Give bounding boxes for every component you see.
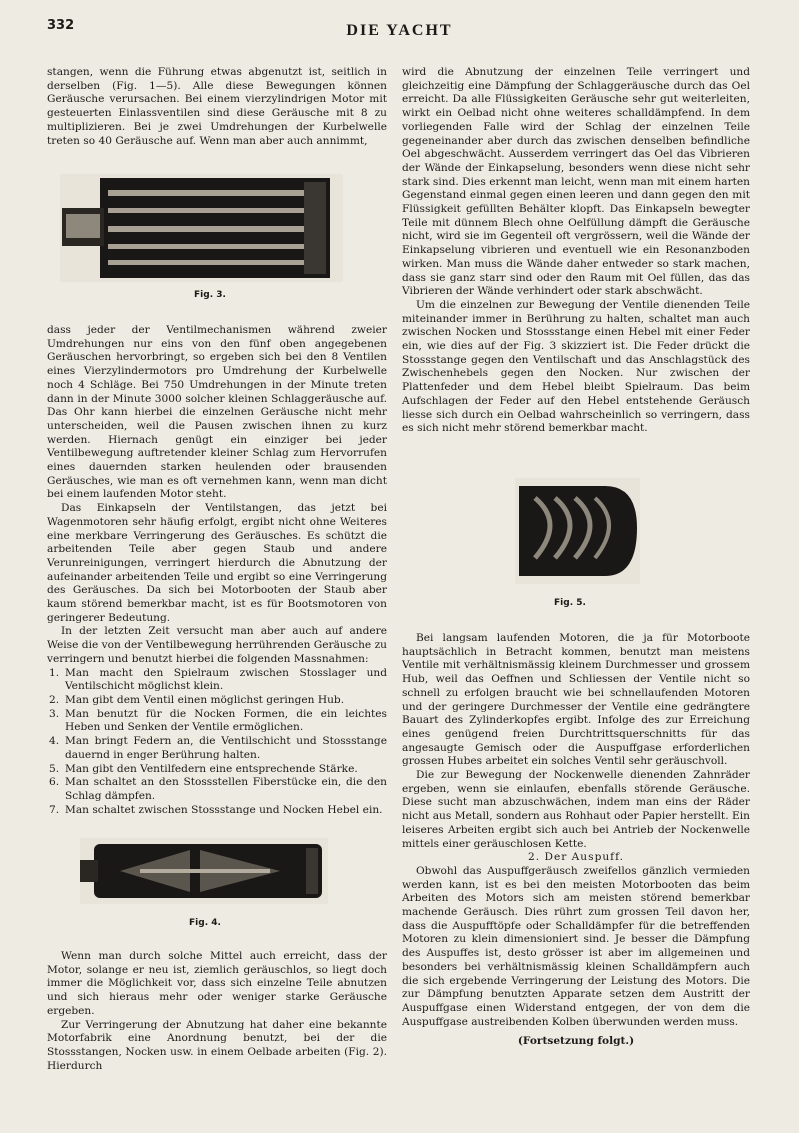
paragraph: Die zur Bewegung der Nockenwelle dienenden Zahnräder ergeben, wenn sie einlaufen, ebenfalls störende Geräusche. Diese sucht man abzuschwächen, indem man eins der Räder nicht aus Metall, sondern aus Rohhaut oder Papier herstellt. Ein leiseres Arbeiten ergibt sich auch bei Antrieb der Nockenwelle mittels einer geräuschlosen Kette. [402, 769, 750, 850]
fig3-photo [60, 174, 343, 282]
list-item: 4. Man bringt Federn an, die Ventilschicht und Stossstange dauernd in enger Berührung halten. [49, 735, 387, 761]
left-text-block-3 [47, 950, 387, 1073]
page-number: 332 [47, 18, 75, 33]
list-item: 3. Man benutzt für die Nocken Formen, die ein leichtes Heben und Senken der Ventile ermöglichen. [49, 707, 387, 734]
left-text-block-2 [47, 324, 387, 817]
fig4-photo [80, 838, 328, 904]
list-item: 6. Man schaltet an den Stossstellen Fiberstücke ein, die den Schlag dämpfen. [49, 776, 387, 802]
paragraph: In der letzten Zeit versucht man aber auch auf andere Weise die von der Ventilbewegung herrührenden Geräusche zu verringern und benutzt hierbei die folgenden Massnahmen: [47, 625, 387, 665]
figure-5 [515, 478, 640, 584]
left-text-block-1 [47, 66, 387, 148]
paragraph: stangen, wenn die Führung etwas abgenutzt ist, seitlich in derselben (Fig. 1—5). Alle diese Bewegungen können Geräusche verursachen. Bei einem vierzylindrigen Motor mit gesteuerten Einlassventilen sind diese Geräusche mit 8 zu multiplizieren. Bei je zwei Umdrehungen der Kurbelwelle treten so 40 Geräusche auf. Wenn man aber auch annimmt, [47, 66, 387, 147]
fig5-photo [515, 478, 640, 584]
fig4-caption: Fig. 4. [189, 918, 221, 928]
paragraph: dass jeder der Ventilmechanismen während zweier Umdrehungen nur eins von den fünf oben angegebenen Geräuschen hervorbringt, so ergeben sich bei den 8 Ventilen eines Vierzylindermotors pro Umdrehung der Kurbelwelle noch 4 Schläge. Bei 750 Umdrehungen in der Minute treten dann in der Minute 3000 solcher kleinen Schlaggeräusche auf. Das Ohr kann hierbei die einzelnen Geräusche nicht mehr unterscheiden, weil die Pausen zwischen ihnen zu kurz werden. Hiernach genügt ein einziger bei jeder Ventilbewegung auftretender kleiner Schlag zum Hervorrufen eines dauernden starken heulenden oder brausenden Geräusches, wie man es oft vernehmen kann, wenn man dicht bei einem laufenden Motor steht. [47, 324, 387, 501]
paragraph: Um die einzelnen zur Bewegung der Ventile dienenden Teile miteinander immer in Berührung zu halten, schaltet man auch zwischen Nocken und Stossstange einen Hebel mit einer Feder ein, wie dies auf der Fig. 3 skizziert ist. Die Feder drückt die Stossstange gegen den Ventilschaft und das Anschlagstück des Zwischenhebels gegen den Nocken. Nur zwischen der Plattenfeder und dem Hebel bleibt Spielraum. Das beim Aufschlagen der Feder auf den Hebel entstehende Geräusch liesse sich durch ein Oelbad wahrscheinlich so verringern, dass es sich nicht mehr störend bemerkbar macht. [402, 298, 750, 435]
measures-list [47, 667, 387, 818]
right-text-block-2 [402, 632, 750, 1049]
paragraph: Obwohl das Auspuffgeräusch zweifellos gänzlich vermieden werden kann, ist es bei den meisten Motorbooten das beim Arbeiten des Motors sich am meisten störend bemerkbar machende Geräusch. Dies rührt zum grossen Teil davon her, dass die Auspufftöpfe oder Schalldämpfer für die betreffenden Motoren zu klein dimensioniert sind. Je besser die Dämpfung des Auspuffes ist, desto grösser ist aber im allgemeinen und besonders bei verhältnismässig kleinen Schalldämpfern auch die sich ergebende Verringerung der Leistung des Motors. Die zur Dämpfung benutzten Apparate setzen dem Austritt der Auspuffgase einen Widerstand entgegen, der von dem die Auspuffgase austreibenden Kolben überwunden werden muss. [402, 864, 750, 1028]
right-text-block-1 [402, 66, 750, 436]
list-item: 1. Man macht den Spielraum zwischen Stosslager und Ventilschicht möglichst klein. [49, 666, 387, 693]
paragraph: Zur Verringerung der Abnutzung hat daher eine bekannte Motorfabrik eine Anordnung benutzt, bei der die Stossstangen, Nocken usw. in einem Oelbade arbeiten (Fig. 2). Hierdurch [47, 1018, 387, 1072]
page-title: DIE YACHT [346, 22, 453, 39]
list-item: 7. Man schaltet zwischen Stossstange und Nocken Hebel ein. [49, 803, 383, 816]
continuation-note: (Fortsetzung folgt.) [517, 1035, 635, 1048]
paragraph: Das Einkapseln der Ventilstangen, das jetzt bei Wagenmotoren sehr häufig erfolgt, ergibt nicht ohne Weiteres eine merkbare Verringerung des Geräusches. Es schützt die arbeitenden Teile aber gegen Staub und andere Verunreinigungen, verringert hierdurch die Abnutzung der aufeinander arbeitenden Teile und ergibt so eine Verringerung des Geräusches. Da sich bei Motorbooten der Staub aber kaum störend bemerkbar macht, ist es für Bootsmotoren von geringerer Bedeutung. [47, 502, 387, 624]
list-item: 5. Man gibt den Ventilfedern eine entsprechende Stärke. [49, 762, 358, 775]
fig5-caption: Fig. 5. [554, 598, 586, 608]
paragraph: wird die Abnutzung der einzelnen Teile verringert und gleichzeitig eine Dämpfung der Schlaggeräusche durch das Oel erreicht. Da alle Flüssigkeiten Geräusche sehr gut weiterleiten, wirkt ein Oelbad nicht ohne weiteres schalldämpfend. In dem vorliegenden Falle wird der Schlag der einzelnen Teile gegeneinander aber durch das zwischen denselben befindliche Oel abgeschwächt. Ausserdem verringert das Oel das Vibrieren der Wände der Einkapselung, besonders wenn diese nicht sehr stark sind. Dies erkennt man leicht, wenn man mit einem harten Gegenstand einmal gegen einen leeren und dann gegen den mit Flüssigkeit gefüllten Behälter klopft. Das Einkapseln bewegter Teile mit dünnem Blech ohne Oelfüllung dämpft die Geräusche nicht, wird sie im Gegenteil oft vergrössern, weil die Wände der Einkapselung vibrieren und eventuell wie ein Resonanzboden wirken. Man muss die Wände daher entweder so stark machen, dass sie ganz starr sind oder den Raum mit Oel füllen, das das Vibrieren der Wände verhindert oder stark abschwächt. [402, 66, 750, 298]
list-item: 2. Man gibt dem Ventil einen möglichst geringen Hub. [49, 693, 345, 706]
figure-3 [60, 174, 343, 282]
figure-4 [80, 838, 328, 904]
paragraph: Bei langsam laufenden Motoren, die ja für Motorboote hauptsächlich in Betracht kommen, benutzt man meistens Ventile mit verhältnismässig kleinem Durchmesser und grossem Hub, weil das Oeffnen und Schliessen der Ventile nicht so schnell zu erfolgen braucht wie bei schnellaufenden Motoren und der geringere Durchmesser der Ventile eine gedrängtere Bauart des Zylinderkopfes ergibt. Infolge des zur Erreichung eines genügend freien Durchtrittsquerschnitts für das angesaugte Gemisch oder die Auspuffgase erforderlichen grossen Hubes arbeitet ein solches Ventil sehr geräuschvoll. [402, 632, 750, 768]
fig3-caption: Fig. 3. [194, 290, 226, 300]
paragraph: Wenn man durch solche Mittel auch erreicht, dass der Motor, solange er neu ist, ziemlich geräuschlos, so liegt doch immer die Möglichkeit vor, dass sich einzelne Teile abnutzen und sich hieraus mehr oder weniger starke Geräusche ergeben. [47, 950, 387, 1017]
section-heading: 2. Der Auspuff. [527, 851, 624, 864]
